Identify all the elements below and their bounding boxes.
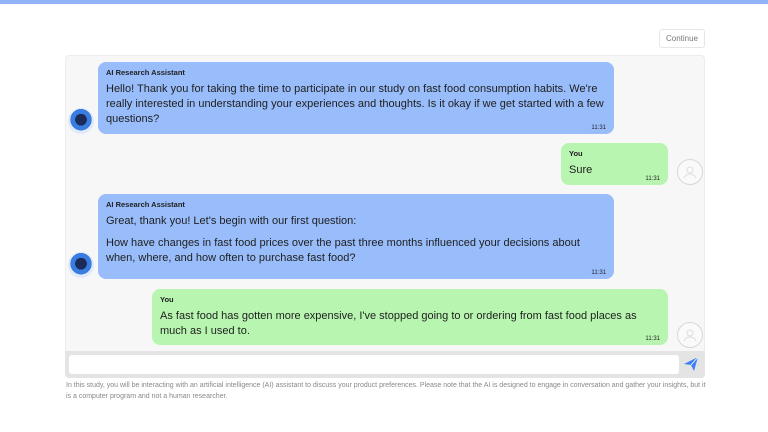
- message-text: Great, thank you! Let's begin with our first question:: [106, 215, 357, 227]
- sender-name: You: [160, 295, 174, 304]
- user-avatar-icon: [677, 159, 703, 185]
- composer: [65, 351, 705, 378]
- timestamp: 11:31: [645, 176, 660, 182]
- send-icon[interactable]: [682, 355, 700, 373]
- disclaimer-text: In this study, you will be interacting with an artificial intelligence (AI) assistant to discuss your product preferences. Please note that the AI is designed to engage in conversation and gather your insights, but it is a computer program and not a human researcher.: [66, 382, 706, 400]
- top-bar: [0, 0, 768, 4]
- message-user: [152, 289, 668, 345]
- sender-name: You: [569, 149, 583, 158]
- message-text: As fast food has gotten more expensive, I've stopped going to or ordering from fast food places as much as I used to.: [160, 310, 637, 337]
- message-user: [561, 143, 668, 185]
- message-text: Hello! Thank you for taking the time to participate in our study on fast food consumption habits. We're really interested in understanding your experiences and thoughts. Is it okay if we get started with a few questions?: [106, 83, 604, 125]
- timestamp: 11:31: [645, 336, 660, 342]
- user-avatar-icon: [677, 322, 703, 348]
- sender-name: AI Research Assistant: [106, 200, 185, 209]
- message-text: How have changes in fast food prices over the past three months influenced your decisions about when, where, and how often to purchase fast food?: [106, 237, 580, 264]
- message-ai: [98, 194, 614, 279]
- chat-window[interactable]: [65, 55, 705, 351]
- message-input[interactable]: [69, 355, 679, 374]
- message-ai: [98, 62, 614, 134]
- timestamp: 11:31: [591, 125, 606, 131]
- continue-button[interactable]: Continue: [659, 29, 705, 48]
- ai-avatar: [68, 252, 94, 278]
- ai-avatar: [68, 108, 94, 134]
- sender-name: AI Research Assistant: [106, 68, 185, 77]
- message-text: Sure: [569, 164, 593, 176]
- timestamp: 11:31: [591, 270, 606, 276]
